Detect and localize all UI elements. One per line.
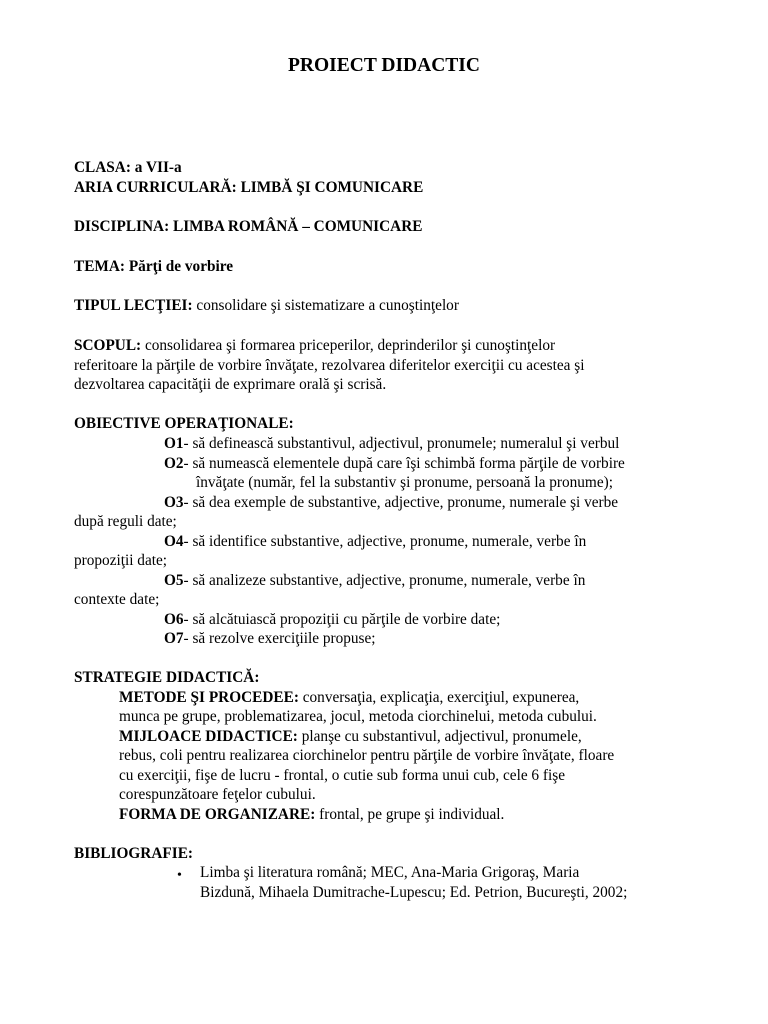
obiectiv-code: O7: [164, 630, 184, 647]
scopul-label: SCOPUL:: [74, 337, 142, 354]
page-title: PROIECT DIDACTIC: [288, 55, 480, 76]
obiectiv-o2-cont: învăţate (număr, fel la substantiv şi pronume, persoană la pronume);: [196, 474, 613, 491]
obiectiv-o5-cont: contexte date;: [74, 591, 160, 608]
obiectiv-text: - să dea exemple de substantive, adjective, pronume, numerale şi verbe: [183, 494, 619, 511]
obiectiv-text: - să rezolve exerciţiile propuse;: [183, 630, 376, 647]
obiectiv-o7: [164, 629, 376, 648]
forma-value: frontal, pe grupe şi individual.: [315, 806, 505, 823]
bibliografie-line-2: Bizdună, Mihaela Dumitrache-Lupescu; Ed. Petrion, Bucureşti, 2002;: [200, 884, 628, 901]
clasa-line: [74, 158, 182, 177]
tema-value: Părţi de vorbire: [125, 258, 234, 275]
obiectiv-o3: [164, 493, 618, 512]
mijloace-line-3: cu exerciţii, fişe de lucru - frontal, o cutie sub forma unui cub, cele 6 fişe: [119, 767, 565, 784]
aria-value: LIMBĂ ŞI COMUNICARE: [236, 179, 424, 196]
obiective-heading: OBIECTIVE OPERAŢIONALE:: [74, 415, 294, 432]
obiectiv-o2: [164, 454, 625, 473]
clasa-value: a VII-a: [130, 159, 182, 176]
obiectiv-text: - să numească elementele după care îşi schimbă forma părţile de vorbire: [183, 455, 625, 472]
disciplina-line: [74, 217, 422, 236]
bullet-icon: •: [177, 868, 182, 883]
disciplina-value: LIMBA ROMÂNĂ – COMUNICARE: [169, 218, 423, 235]
tipul-value: consolidare şi sistematizare a cunoştinţelor: [192, 297, 459, 314]
mijloace-text-1: planşe cu substantivul, adjectivul, pronumele,: [297, 728, 582, 745]
obiectiv-text: - să definească substantivul, adjectivul, pronumele; numeralul şi verbul: [183, 435, 620, 452]
scopul-line-1: [74, 336, 555, 355]
obiectiv-code: O3: [164, 494, 184, 511]
mijloace-line-2: rebus, coli pentru realizarea ciorchinelor pentru părţile de vorbire învăţate, floare: [119, 747, 615, 764]
obiectiv-code: O4: [164, 533, 184, 550]
metode-line-2: munca pe grupe, problematizarea, jocul, metoda ciorchinelui, metoda cubului.: [119, 708, 597, 725]
obiectiv-o4: [164, 532, 586, 551]
tema-line: [74, 257, 233, 276]
obiectiv-o3-cont: după reguli date;: [74, 513, 177, 530]
scopul-text-1: consolidarea şi formarea priceperilor, deprinderilor şi cunoştinţelor: [141, 337, 556, 354]
forma-label: FORMA DE ORGANIZARE:: [119, 806, 316, 823]
obiectiv-o5: [164, 571, 585, 590]
obiectiv-text: - să alcătuiască propoziţii cu părţile de vorbire date;: [183, 611, 501, 628]
obiectiv-o1: [164, 434, 619, 453]
mijloace-line-1: [119, 727, 582, 746]
aria-line: [74, 178, 423, 197]
obiectiv-code: O6: [164, 611, 184, 628]
tipul-label: TIPUL LECŢIEI:: [74, 297, 193, 314]
mijloace-line-4: corespunzătoare feţelor cubului.: [119, 786, 316, 803]
metode-line-1: [119, 688, 579, 707]
disciplina-label: DISCIPLINA:: [74, 218, 170, 235]
obiectiv-code: O2: [164, 455, 184, 472]
scopul-line-2: referitoare la părţile de vorbire învăţate, rezolvarea diferitelor exerciţii cu acestea şi: [74, 357, 585, 374]
metode-label: METODE ŞI PROCEDEE:: [119, 689, 299, 706]
obiectiv-text: - să identifice substantive, adjective, pronume, numerale, verbe în: [183, 533, 587, 550]
clasa-label: CLASA:: [74, 159, 131, 176]
obiectiv-code: O5: [164, 572, 184, 589]
bibliografie-line-1: Limba şi literatura română; MEC, Ana-Maria Grigoraş, Maria: [200, 864, 580, 881]
obiectiv-o4-cont: propoziţii date;: [74, 552, 168, 569]
metode-text-1: conversaţia, explicaţia, exerciţiul, expunerea,: [298, 689, 580, 706]
obiectiv-text: - să analizeze substantive, adjective, pronume, numerale, verbe în: [183, 572, 586, 589]
strategie-heading: STRATEGIE DIDACTICĂ:: [74, 669, 260, 686]
bibliografie-heading: BIBLIOGRAFIE:: [74, 845, 193, 862]
aria-label: ARIA CURRICULARĂ:: [74, 179, 237, 196]
obiectiv-o6: [164, 610, 500, 629]
mijloace-label: MIJLOACE DIDACTICE:: [119, 728, 298, 745]
scopul-line-3: dezvoltarea capacităţii de exprimare orală şi scrisă.: [74, 376, 387, 393]
forma-line: [119, 805, 504, 824]
tipul-line: [74, 296, 459, 315]
obiectiv-code: O1: [164, 435, 184, 452]
tema-label: TEMA:: [74, 258, 125, 275]
